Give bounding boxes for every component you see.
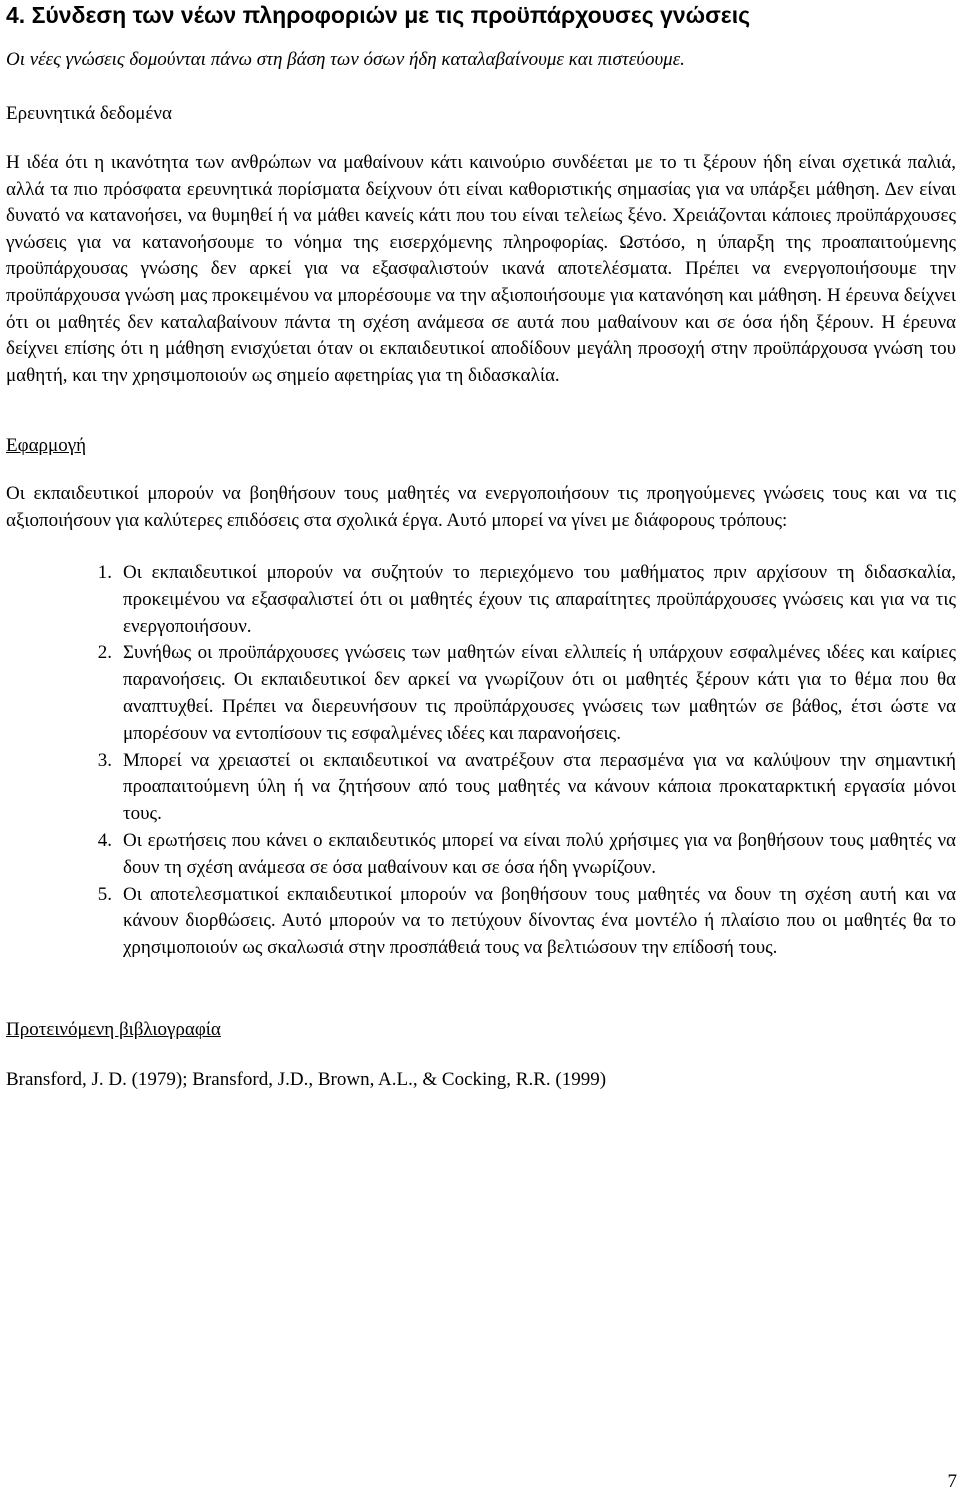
- research-paragraph: Η ιδέα ότι η ικανότητα των ανθρώπων να μαθαίνουν κάτι καινούριο συνδέεται με το τι ξέρουν ήδη είναι σχετικά παλιά, αλλά τα πιο πρόσφατα ερευνητικά πορίσματα δείχνουν ότι είναι καθοριστικής σημασίας για να υπάρξει μάθηση. Δεν είναι δυνατό να κατανοήσει, να θυμηθεί ή να μάθει κανείς κάτι που του είναι τελείως ξένο. Χρειάζονται κάποιες προϋπάρχουσες γνώσεις για να κατανοήσουμε το νόημα της εισερχόμενης πληροφορίας. Ωστόσο, η ύπαρξη της προαπαιτούμενης προϋπάρχουσας γνώσης δεν αρκεί για να εξασφαλιστούν ικανά αποτελέσματα. Πρέπει να ενεργοποιήσουμε την προϋπάρχουσα γνώση μας προκειμένου να μπορέσουμε να την αξιοποιήσουμε για κατανόηση και μάθηση. Η έρευνα δείχνει ότι οι μαθητές δεν καταλαβαίνουν πάντα τη σχέση ανάμεσα σε αυτά που μαθαίνουν και σε όσα ήδη ξέρουν. Η έρευνα δείχνει επίσης ότι η μάθηση ενισχύεται όταν οι εκπαιδευτικοί αποδίδουν μεγάλη προσοχή στην προϋπάρχουσα γνώση του μαθητή, και την χρησιμοποιούν ως σημείο αφετηρίας για τη διδασκαλία.: [6, 152, 956, 386]
- list-item: [6, 640, 956, 747]
- list-item: [6, 828, 956, 882]
- list-item-text: Οι αποτελεσματικοί εκπαιδευτικοί μπορούν να βοηθήσουν τους μαθητές να δουν τη σχέση αυτή και να κάνουν διορθώσεις. Αυτό μπορούν να το πετύχουν δίνοντας ένα μοντέλο ή πλαίσιο που οι μαθητές θα το χρησιμοποιούν ως σκαλωσιά στην προσπάθειά τους να βελτιώσουν την επίδοσή τους.: [123, 883, 956, 959]
- list-item: [6, 748, 956, 828]
- application-label: Εφαρμογή: [6, 435, 87, 456]
- list-item-text: Μπορεί να χρειαστεί οι εκπαιδευτικοί να ανατρέξουν στα περασμένα για να καλύψουν την σημαντική προαπαιτούμενη ύλη ή να ζητήσουν από τους μαθητές να κάνουν κάποια προκαταρκτική εργασία μόνοι τους.: [123, 749, 956, 825]
- list-item-text: Συνήθως οι προϋπάρχουσες γνώσεις των μαθητών είναι ελλιπείς ή υπάρχουν εσφαλμένες ιδέες και καίριες παρανοήσεις. Οι εκπαιδευτικοί δεν αρκεί να γνωρίζουν ότι οι μαθητές ξέρουν κάτι για το θέμα που θα αναπτυχθεί. Πρέπει να διερευνήσουν τις προϋπάρχουσες γνώσεις των μαθητών σε βάθος, έτσι ώστε να μπορέσουν να εντοπίσουν τις εσφαλμένες ιδέες και παρανοήσεις.: [123, 642, 956, 744]
- list-item-number: 5.: [97, 883, 112, 905]
- section-subtitle: Οι νέες γνώσεις δομούνται πάνω στη βάση των όσων ήδη καταλαβαίνουμε και πιστεύουμε.: [6, 49, 685, 70]
- application-list: [6, 560, 956, 962]
- list-item-number: 1.: [97, 562, 112, 583]
- list-item-text: Οι ερωτήσεις που κάνει ο εκπαιδευτικός μπορεί να είναι πολύ χρήσιμες για να βοηθήσουν τους μαθητές να δουν τη σχέση ανάμεσα σε όσα μαθαίνουν και σε όσα ήδη γνωρίζουν.: [123, 829, 956, 878]
- bibliography-reference: Bransford, J. D. (1979); Bransford, J.D., Brown, A.L., & Cocking, R.R. (1999): [6, 1069, 607, 1090]
- list-item-number: 4.: [97, 829, 112, 851]
- list-item: [6, 882, 956, 962]
- page-number: 7: [947, 1471, 957, 1492]
- list-item-number: 2.: [97, 642, 112, 664]
- list-item-text: Οι εκπαιδευτικοί μπορούν να συζητούν το περιεχόμενο του μαθήματος πριν αρχίσουν τη διδασκαλία, προκειμένου να εξασφαλιστεί ότι οι μαθητές έχουν τις απαραίτητες προϋπάρχουσες γνώσεις και για να τις ενεργοποιήσουν.: [123, 562, 956, 637]
- section-heading: 4. Σύνδεση των νέων πληροφοριών με τις προϋπάρχουσες γνώσεις: [6, 2, 751, 28]
- application-intro: Οι εκπαιδευτικοί μπορούν να βοηθήσουν τους μαθητές να ενεργοποιήσουν τις προηγούμενες γνώσεις τους και να τις αξιοποιήσουν για καλύτερες επιδόσεις στα σχολικά έργα. Αυτό μπορεί να γίνει με διάφορους τρόπους:: [6, 483, 956, 531]
- list-item: [6, 560, 956, 640]
- list-item-number: 3.: [97, 749, 112, 771]
- research-label: Ερευνητικά δεδομένα: [6, 103, 172, 124]
- bibliography-label: Προτεινόμενη βιβλιογραφία: [6, 1019, 221, 1040]
